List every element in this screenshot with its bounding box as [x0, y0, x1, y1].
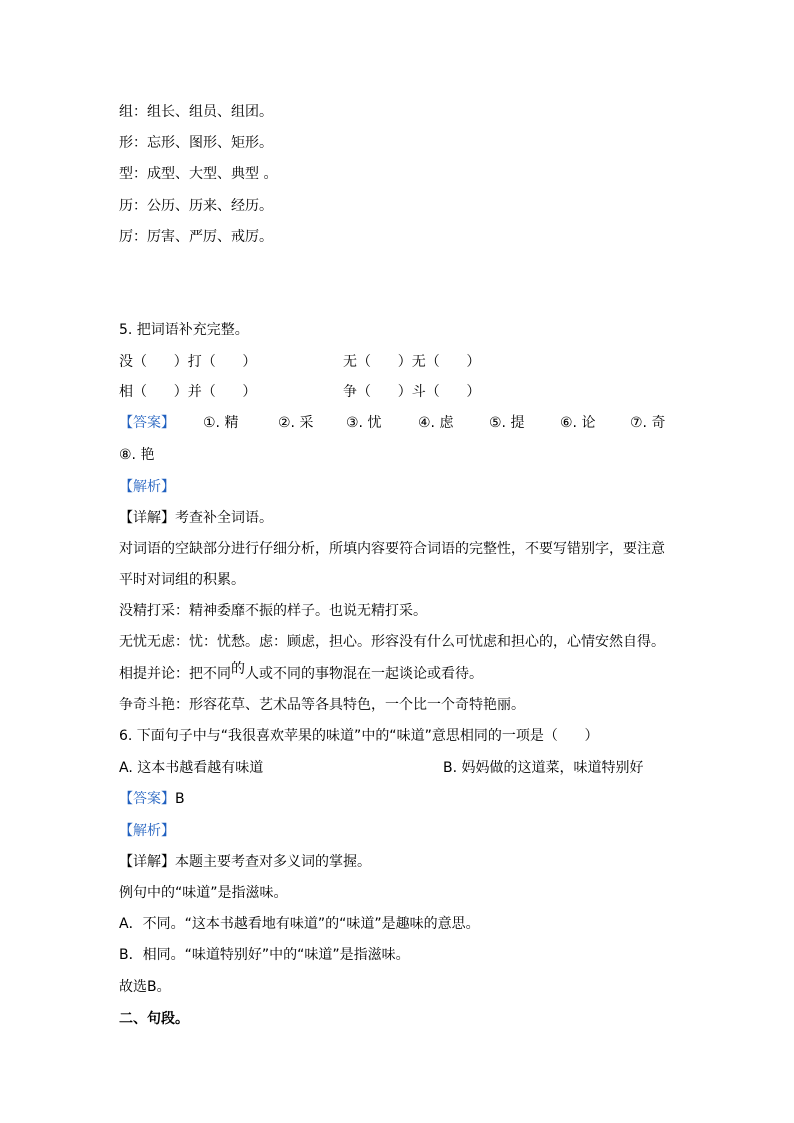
analysis-tag: 【解析】 [119, 823, 175, 839]
answer-value: B [175, 791, 185, 807]
explanation-text: 人或不同的事物混在一起谈论或看待。 [245, 666, 483, 682]
word-group-line: 形：忘形、图形、矩形。 [119, 135, 273, 151]
answer-item: ⑥. 论 [560, 415, 596, 431]
blank-item: 相（ ）并（ ） [119, 384, 257, 400]
answer-item: ④. 虑 [418, 415, 454, 431]
explanation-line: 无忧无虑：忧：忧愁。虑：顾虑，担心。形容没有什么可忧虑和担心的，心情安然自得。 [119, 634, 665, 650]
answer-item: ⑧. 艳 [119, 447, 155, 463]
answer-tag: 【答案】 [119, 415, 175, 431]
explanation-line: 没精打采：精神委靡不振的样子。也说无精打采。 [119, 603, 427, 619]
answer-item: ③. 忧 [346, 415, 382, 431]
word-group-line: 组：组长、组员、组团。 [119, 104, 273, 120]
answer-item: ②. 采 [278, 415, 314, 431]
detail-line [119, 509, 273, 527]
explanation-line: 争奇斗艳：形容花草、艺术品等各具特色，一个比一个奇特艳丽。 [119, 697, 525, 713]
answer-item: ⑦. 奇 [630, 415, 666, 431]
blank-item: 没（ ）打（ ） [119, 354, 257, 370]
analysis-tag: 【解析】 [119, 479, 175, 495]
word-group-line: 厉：厉害、严厉、戒厉。 [119, 229, 273, 245]
detail-text: 考查补全词语。 [175, 510, 273, 526]
explanation-line: 故选B。 [119, 979, 171, 995]
detail-tag: 【详解】 [119, 510, 175, 526]
option-a: A. 这本书越看越有味道 [119, 760, 264, 776]
explanation-line: B．相同。“味道特别好”中的“味道”是指滋味。 [119, 947, 410, 963]
explanation-text: 相提并论：把不同 [119, 666, 231, 682]
answer-item: ①. 精 [203, 415, 239, 431]
word-group-line: 型：成型、大型、典型 。 [119, 166, 278, 182]
explanation-line: 对词语的空缺部分进行仔细分析，所填内容要符合词语的完整性，不要写错别字，要注意 [119, 541, 665, 557]
word-group-line: 历：公历、历来、经历。 [119, 198, 273, 214]
answer-line [119, 790, 185, 808]
explanation-text-raised: 的 [231, 661, 245, 677]
option-b: B. 妈妈做的这道菜，味道特别好 [443, 760, 644, 776]
section-heading: 二、句段。 [119, 1011, 189, 1027]
detail-text: 本题主要考查对多义词的掌握。 [175, 854, 371, 870]
blank-item: 无（ ）无（ ） [343, 354, 481, 370]
question-6-title: 6. 下面句子中与“我很喜欢苹果的味道”中的“味道”意思相同的一项是（ ） [119, 728, 599, 744]
detail-line [119, 853, 371, 871]
explanation-line: A．不同。“这本书越看地有味道”的“味道”是趣味的意思。 [119, 916, 480, 932]
explanation-line: 例句中的“味道”是指滋味。 [119, 885, 288, 901]
explanation-line [119, 661, 483, 683]
question-5-title: 5. 把词语补充完整。 [119, 322, 249, 338]
blank-item: 争（ ）斗（ ） [343, 384, 481, 400]
explanation-line: 平时对词组的积累。 [119, 572, 245, 588]
answer-tag: 【答案】 [119, 791, 175, 807]
answer-item: ⑤. 提 [489, 415, 525, 431]
detail-tag: 【详解】 [119, 854, 175, 870]
